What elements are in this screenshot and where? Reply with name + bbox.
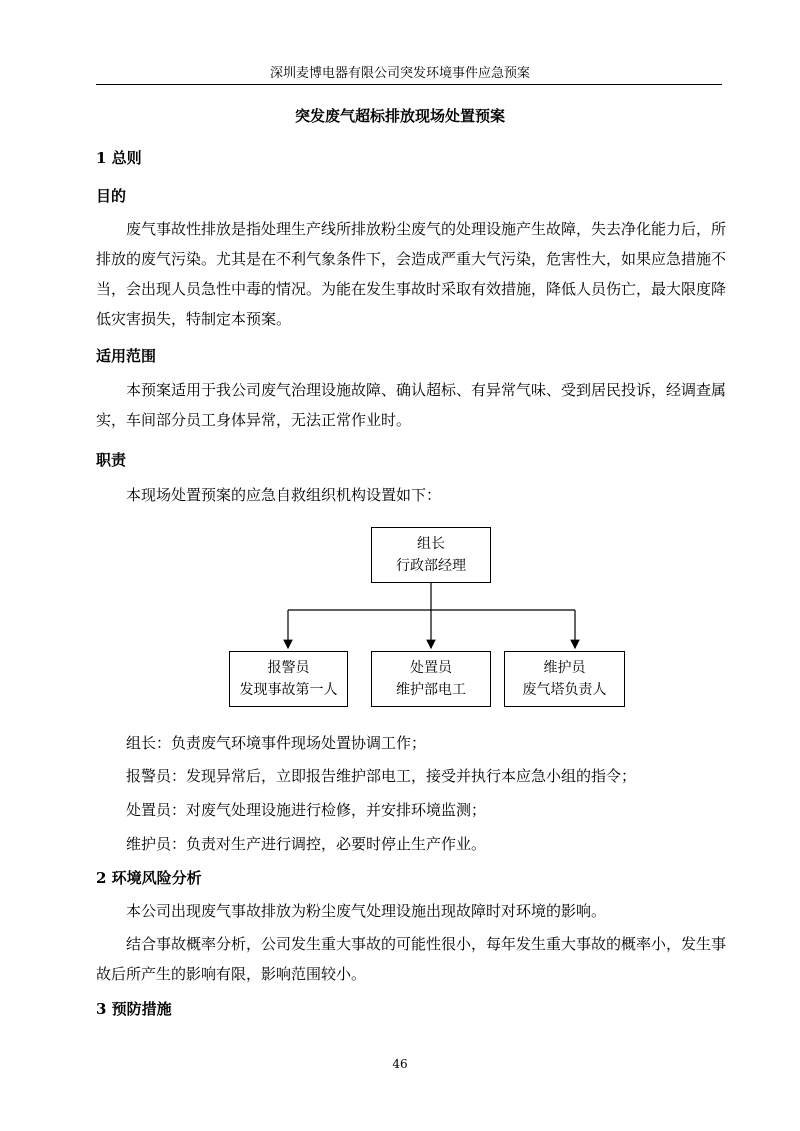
section-1-heading: 1 总则 bbox=[96, 149, 142, 167]
duty-heading: 职责 bbox=[96, 451, 127, 469]
risk-paragraph-1: 本公司出现废气事故排放为粉尘废气处理设施出现故障时对环境的影响。 bbox=[126, 902, 607, 920]
header-rule bbox=[96, 84, 722, 85]
document-title: 突发废气超标排放现场处置预案 bbox=[294, 107, 505, 125]
duty-item: 组长：负责废气环境事件现场处置协调工作； bbox=[126, 734, 427, 752]
org-member-role: 维护员 bbox=[543, 660, 586, 676]
scope-paragraph: 本预案适用于我公司废气治理设施故障、确认超标、有异常气味、受到居民投诉，经调查属实，车间部分员工身体异常，无法正常作业时。 bbox=[96, 381, 727, 429]
org-member-title: 废气塔负责人 bbox=[522, 682, 607, 698]
scope-heading: 适用范围 bbox=[96, 347, 157, 365]
duty-item: 报警员：发现异常后，立即报告维护部电工，接受并执行本应急小组的指令； bbox=[126, 767, 637, 785]
duty-intro: 本现场处置预案的应急自救组织机构设置如下： bbox=[126, 486, 442, 504]
purpose-paragraph: 废气事故性排放是指处理生产线所排放粉尘废气的处理设施产生故障，失去净化能力后，所排放的废气污染。尤其是在不利气象条件下，会造成严重大气污染，危害性大，如果应急措施不当，会出现人员急性中毒的情况。为能在发生事故时采取有效措施，降低人员伤亡，最大限度降低灾害损失，特制定本预案。 bbox=[96, 220, 727, 328]
duty-item: 处置员：对废气处理设施进行检修，并安排环境监测； bbox=[126, 801, 487, 819]
section-2-heading: 2 环境风险分析 bbox=[96, 869, 202, 887]
org-member-role: 处置员 bbox=[410, 660, 452, 676]
section-3-heading: 3 预防措施 bbox=[96, 1000, 172, 1018]
org-box-maintainer bbox=[504, 651, 625, 707]
purpose-heading: 目的 bbox=[96, 187, 127, 205]
org-leader-role: 组长 bbox=[417, 536, 445, 552]
org-box-reporter bbox=[229, 651, 348, 707]
org-member-title: 发现事故第一人 bbox=[239, 682, 338, 698]
org-leader-title: 行政部经理 bbox=[396, 558, 466, 574]
org-member-title: 维护部电工 bbox=[396, 682, 466, 698]
org-box-handler bbox=[371, 651, 491, 707]
running-header: 深圳麦博电器有限公司突发环境事件应急预案 bbox=[269, 66, 530, 81]
duty-item: 维护员：负责对生产进行调控，必要时停止生产作业。 bbox=[126, 835, 487, 853]
org-box-leader bbox=[371, 527, 491, 583]
org-member-role: 报警员 bbox=[267, 660, 310, 676]
page-number: 46 bbox=[392, 1057, 408, 1071]
risk-paragraph-2: 结合事故概率分析，公司发生重大事故的可能性很小，每年发生重大事故的概率小，发生事故后所产生的影响有限，影响范围较小。 bbox=[96, 935, 727, 983]
